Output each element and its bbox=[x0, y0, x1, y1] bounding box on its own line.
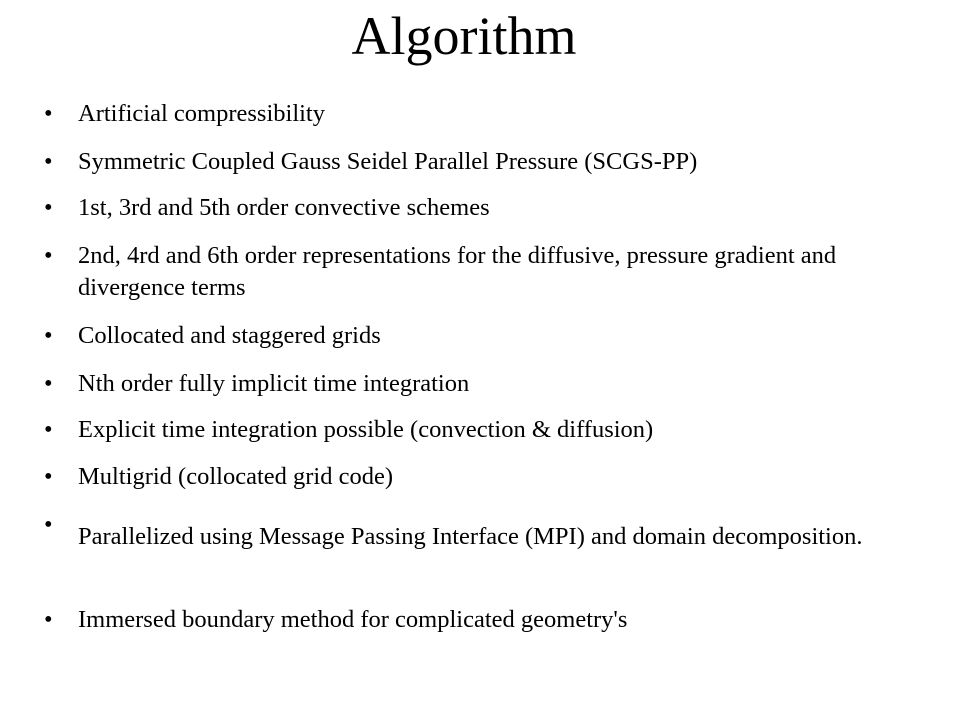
bullet-dot: • bbox=[44, 606, 53, 633]
bullet-dot: • bbox=[44, 322, 53, 349]
bullet-text: Collocated and staggered grids bbox=[78, 322, 381, 349]
bullet-text: Explicit time integration possible (convection & diffusion) bbox=[78, 416, 654, 443]
bullet-text: Multigrid (collocated grid code) bbox=[78, 463, 393, 490]
slide-title: Algorithm bbox=[351, 6, 577, 66]
bullet-dot: • bbox=[44, 370, 53, 397]
bullet-dot: • bbox=[44, 511, 53, 538]
bullet-text: Symmetric Coupled Gauss Seidel Parallel Pressure (SCGS-PP) bbox=[78, 148, 698, 175]
bullet-text: Artificial compressibility bbox=[78, 100, 325, 127]
bullet-dot: • bbox=[44, 416, 53, 443]
bullet-dot: • bbox=[44, 194, 53, 221]
bullet-text: Nth order fully implicit time integration bbox=[78, 370, 470, 397]
bullet-dot: • bbox=[44, 148, 53, 175]
bullet-text: 1st, 3rd and 5th order convective schemes bbox=[78, 194, 490, 221]
bullet-dot: • bbox=[44, 100, 53, 127]
bullet-text: 2nd, 4rd and 6th order representations for the diffusive, pressure gradient and divergence terms bbox=[78, 242, 837, 301]
bullet-text: Immersed boundary method for complicated geometry's bbox=[78, 606, 628, 633]
bullet-dot: • bbox=[44, 242, 53, 269]
bullet-dot: • bbox=[44, 463, 53, 490]
bullet-text: Parallelized using Message Passing Interface (MPI) and domain decomposition. bbox=[78, 523, 863, 550]
